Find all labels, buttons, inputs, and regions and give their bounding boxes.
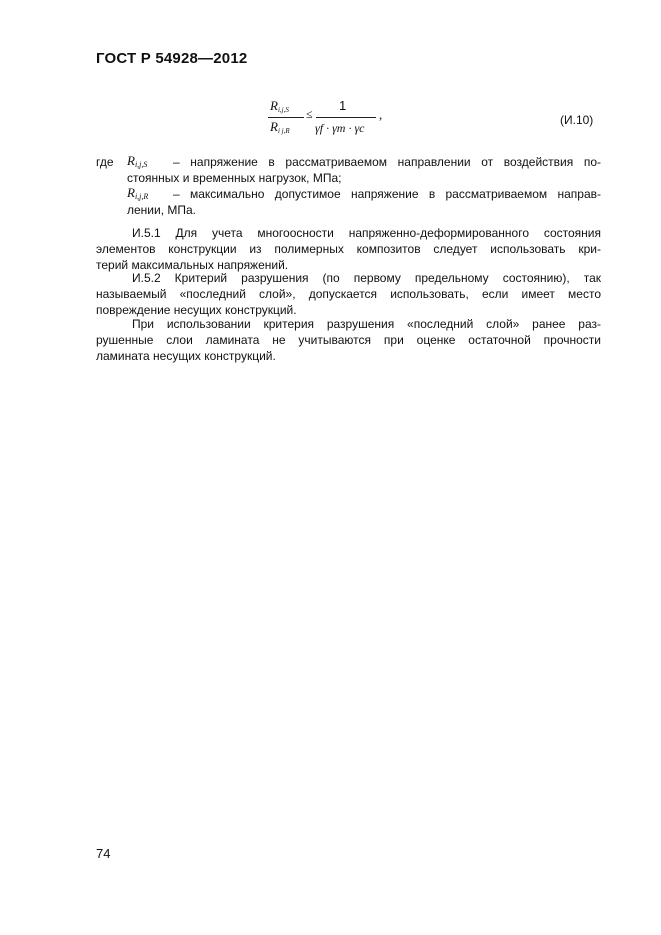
formula-denominator: $R_{i j,R}$ (270, 119, 290, 135)
document-header: ГОСТ Р 54928—2012 (96, 50, 248, 67)
formula-i10 (268, 98, 388, 140)
p2-line3: повреждение несущих конструкций. (96, 303, 297, 317)
def1-text-line1: – напряжение в рассматриваемом направлении от воздействия по- (173, 155, 601, 169)
p3-line2: рушенные слои ламината не учитываются при оценке остаточной прочности (96, 333, 601, 347)
where-label: где (96, 155, 114, 169)
rhs-fraction-bar (316, 117, 376, 118)
formula-numerator: $R_{i,j,S}$ (270, 98, 289, 114)
fraction-bar (268, 117, 304, 118)
def2-text-line1: – максимально допустимое напряжение в рассматриваемом направ- (173, 187, 601, 201)
p3-line1: При использовании критерия разрушения «последний слой» ранее раз- (132, 317, 601, 331)
relation-symbol: ≤ (306, 107, 313, 121)
def2-symbol: Ri,j,R (127, 185, 149, 201)
def1-text-line2: стоянных и временных нагрузок, МПа; (127, 171, 342, 185)
p1-line1: И.5.1 Для учета многоосности напряженно-деформированного состояния (132, 226, 601, 240)
formula-comma: , (379, 107, 383, 122)
def2-text-line2: лении, МПа. (127, 203, 197, 217)
p2-line1: И.5.2 Критерий разрушения (по первому предельному состоянию), так (132, 271, 601, 285)
rhs-denominator: γf · γm · γc (315, 121, 365, 135)
p1-line3: терий максимальных напряжений. (96, 258, 289, 272)
def1-symbol: Ri,j,S (127, 153, 148, 169)
equation-number: (И.10) (560, 113, 594, 127)
page-number: 74 (96, 846, 111, 861)
p3-line3: ламината несущих конструкций. (96, 349, 276, 363)
p2-line2: называемый «последний слой», допускается использовать, если имеет место (96, 287, 601, 301)
p1-line2: элементов конструкции из полимерных композитов следует использовать кри- (96, 242, 601, 256)
rhs-numerator: 1 (339, 98, 347, 113)
